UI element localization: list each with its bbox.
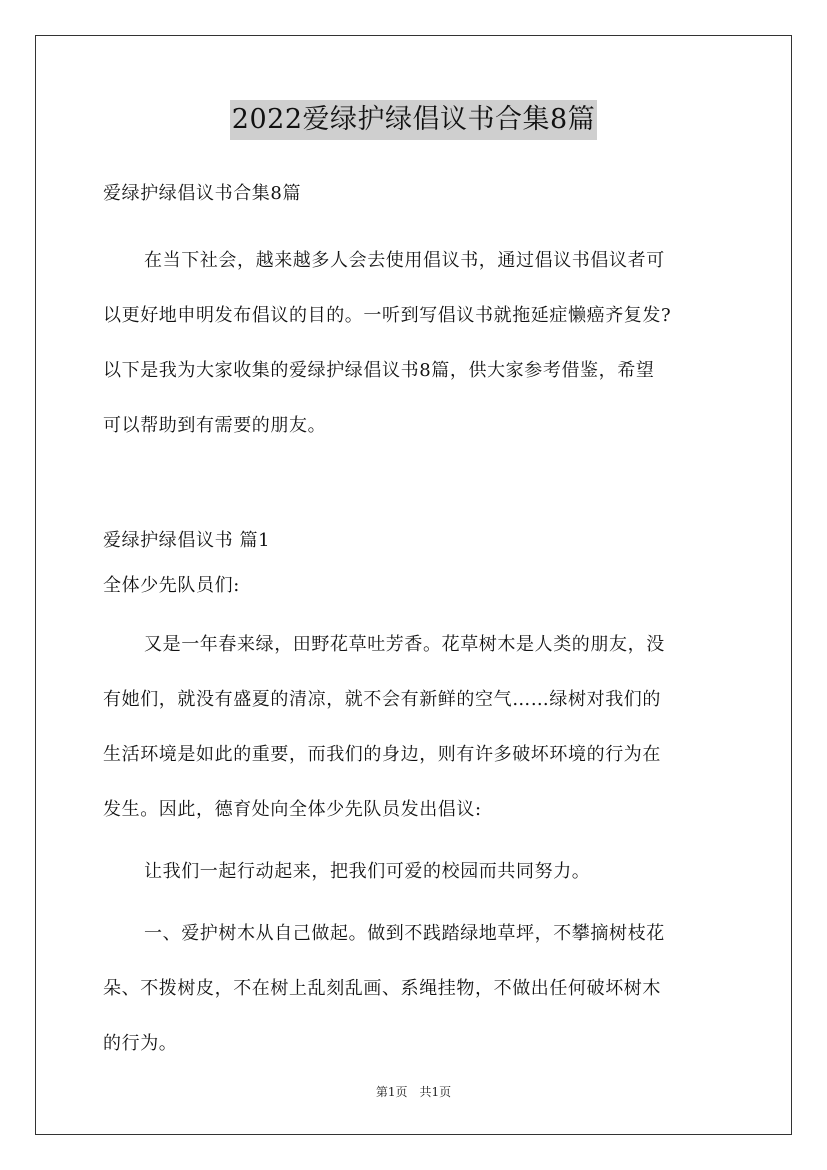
page-footer xyxy=(0,1083,827,1100)
section-heading: 爱绿护绿倡议书 篇1 xyxy=(103,530,271,551)
document-body xyxy=(103,176,727,1071)
intro-line: 在当下社会，越来越多人会去使用倡议书，通过倡议书倡议者可 xyxy=(144,250,665,271)
page-total: 共1页 xyxy=(419,1085,452,1099)
title-container xyxy=(0,100,827,140)
intro-line: 可以帮助到有需要的朋友。 xyxy=(103,415,327,436)
intro-paragraph xyxy=(103,233,727,453)
paragraph-line: 朵、不拨树皮，不在树上乱刻乱画、系绳挂物，不做出任何破坏树木 xyxy=(103,978,661,999)
document-subtitle: 爱绿护绿倡议书合集8篇 xyxy=(103,183,302,204)
paragraph-line: 的行为。 xyxy=(103,1033,178,1054)
paragraph-line: 一、爱护树木从自己做起。做到不践踏绿地草坪，不攀摘树枝花 xyxy=(144,923,665,944)
paragraph-line: 发生。因此，德育处向全体少先队员发出倡议: xyxy=(103,799,482,820)
body-paragraph-2 xyxy=(103,844,727,899)
paragraph-line: 有她们，就没有盛夏的清凉，就不会有新鲜的空气……绿树对我们的 xyxy=(103,689,661,710)
paragraph-line: 又是一年春来绿，田野花草吐芳香。花草树木是人类的朋友，没 xyxy=(144,634,665,655)
paragraph-line: 让我们一起行动起来，把我们可爱的校园而共同努力。 xyxy=(144,861,591,882)
body-paragraph-1 xyxy=(103,617,727,837)
page-number: 第1页 xyxy=(375,1085,408,1099)
intro-line: 以下是我为大家收集的爱绿护绿倡议书8篇，供大家参考借鉴，希望 xyxy=(103,360,655,381)
body-paragraph-3 xyxy=(103,906,727,1071)
document-title: 2022爱绿护绿倡议书合集8篇 xyxy=(230,100,597,140)
intro-line: 以更好地申明发布倡议的目的。一听到写倡议书就拖延症懒癌齐复发? xyxy=(103,305,672,326)
salutation: 全体少先队员们: xyxy=(103,575,240,596)
paragraph-line: 生活环境是如此的重要，而我们的身边，则有许多破坏环境的行为在 xyxy=(103,744,661,765)
